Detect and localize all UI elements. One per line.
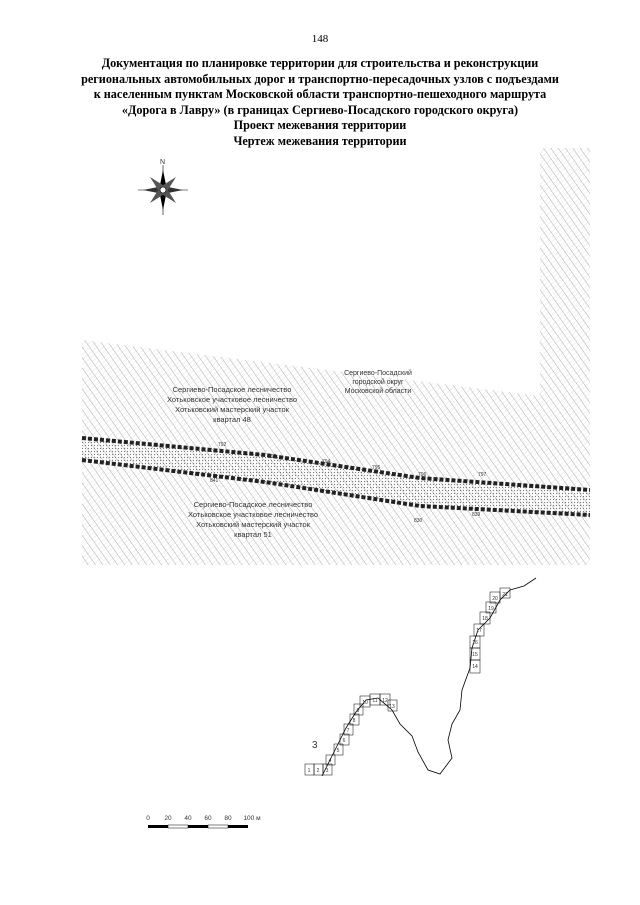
sheet-label: 3 [325,768,329,774]
scale-tick-label: 80 [224,815,232,822]
point-label: 839 [472,512,481,518]
sheet-label: 7 [346,728,350,734]
title-line-5: Проект межевания территории [233,118,407,133]
scale-bar [148,825,248,828]
point-label: 797 [478,472,487,478]
index-map-label: 3 [312,740,318,751]
quarter-48-line-3: Хотьковский мастерский участок [175,405,289,414]
sheet-label: 10 [362,700,368,706]
sheet-label: 5 [336,748,340,754]
title-line-2: региональных автомобильных дорог и транспортно-пересадочных узлов с подъездами [81,71,559,86]
sheet-label: 4 [328,758,332,764]
scale-tick-label: 0 [146,815,150,822]
district-line-2: городской округ [352,379,404,386]
sheet-label: 13 [389,704,395,710]
sheet-label: 1 [307,768,311,774]
sheet-label: 18 [482,616,488,622]
point-label: 841 [210,478,219,484]
scale-tick-label: 100 м [243,815,261,822]
quarter-51-line-2: Хотьковское участковое лесничество [187,510,319,519]
scale-tick-label: 40 [184,815,192,822]
page-number: 148 [311,33,329,45]
sheet-label: 15 [472,652,478,658]
quarter-51-line-3: Хотьковский мастерский участок [196,520,310,529]
point-label: 795 [372,465,381,471]
sheet-label: 11 [372,698,378,704]
sheet-label: 12 [382,698,388,704]
index-sheets-left [305,694,397,775]
sheet-label: 9 [356,708,360,714]
point-label: 793 [268,454,277,460]
title-line-4: «Дорога в Лавру» (в границах Сергиево-Посадского городского округа) [121,102,519,117]
sheet-label: 8 [352,718,356,724]
quarter-48-line-2: Хотьковское участковое лесничество [166,395,298,404]
quarter-48-line-4: квартал 48 [213,415,251,424]
point-label: 794 [322,459,331,465]
sheet-label: 19 [488,606,494,612]
sheet-label: 21 [502,592,508,598]
quarter-51-line-4: квартал 51 [234,530,272,539]
scale-tick-label: 60 [204,815,212,822]
point-label: 796 [418,472,427,478]
compass-rose-icon [138,165,188,215]
sheet-label: 14 [472,664,478,670]
sheet-label: 17 [476,628,482,634]
scale-tick-label: 20 [164,815,172,822]
district-label [344,369,412,395]
sheet-label: 16 [472,640,478,646]
quarter-51-line-1: Сергиево-Посадское лесничество [193,500,313,509]
district-line-3: Московской области [344,388,412,395]
sheet-label: 20 [492,596,498,602]
sheet-label: 2 [316,768,320,774]
compass-north-label: N [160,159,166,166]
quarter-48-line-1: Сергиево-Посадское лесничество [172,385,292,394]
title-line-1: Документация по планировке территории для строительства и реконструкции [101,56,539,70]
sheet-label: 6 [342,738,346,744]
point-label: 792 [218,442,227,448]
district-line-1: Сергиево-Посадский [344,370,412,377]
title-line-3: к населенным пунктам Московской области транспортно-пешеходного маршрута [93,87,547,102]
title-line-6: Чертеж межевания территории [233,133,407,148]
index-route-line [322,578,536,776]
point-label: 830 [414,518,423,524]
